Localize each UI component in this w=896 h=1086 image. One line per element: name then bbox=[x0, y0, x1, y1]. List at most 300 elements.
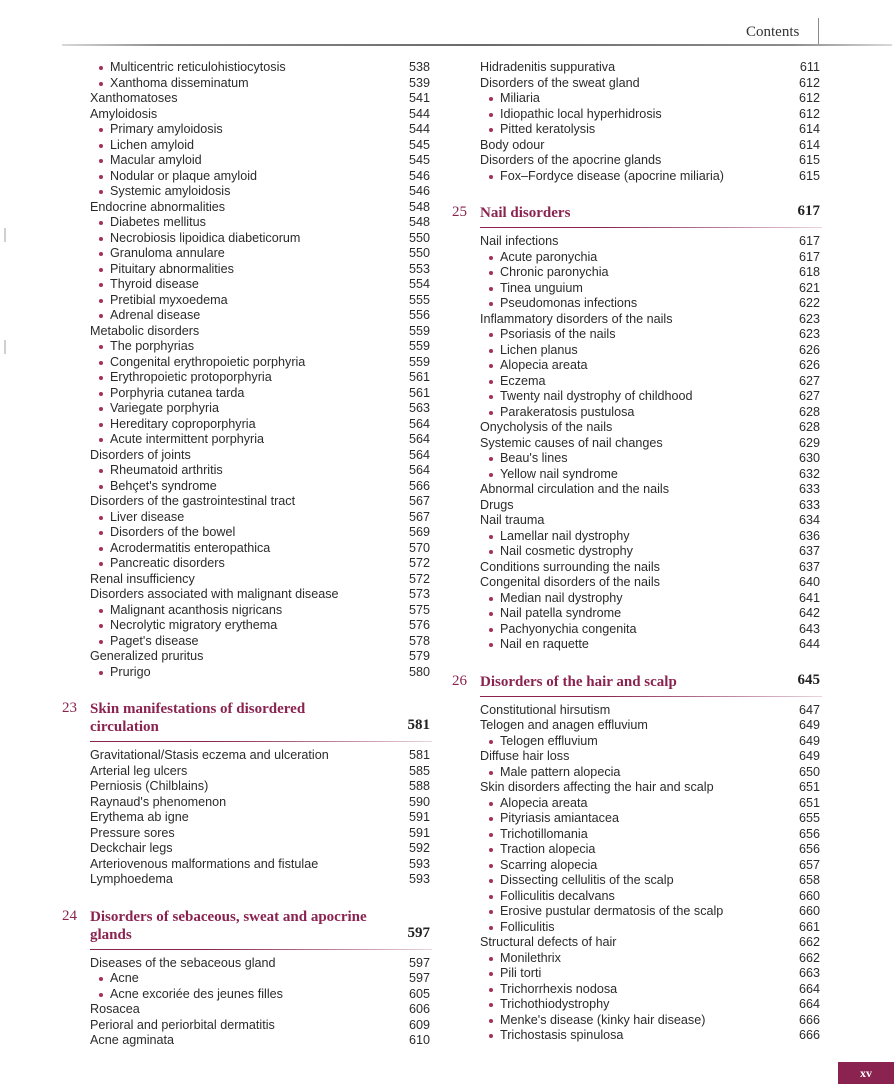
toc-page-number: 617 bbox=[798, 249, 820, 264]
toc-page-number: 606 bbox=[408, 1002, 430, 1016]
toc-subentry[interactable] bbox=[62, 634, 432, 650]
toc-entry[interactable] bbox=[452, 76, 822, 92]
toc-entry-label: Disorders of the apocrine glands bbox=[480, 153, 662, 167]
toc-entry-label: Conditions surrounding the nails bbox=[480, 559, 660, 574]
toc-entry-label: Systemic causes of nail changes bbox=[480, 435, 663, 450]
toc-subentry[interactable] bbox=[62, 76, 432, 92]
toc-subentry[interactable] bbox=[452, 281, 822, 297]
toc-subentry[interactable] bbox=[452, 343, 822, 359]
toc-entry-label: Trichotillomania bbox=[500, 826, 588, 841]
toc-entry-label: Body odour bbox=[480, 137, 545, 152]
toc-entry-label: Pili torti bbox=[500, 966, 542, 980]
toc-entry[interactable] bbox=[452, 153, 822, 169]
toc-page-number: 628 bbox=[798, 404, 820, 419]
toc-page-number: 636 bbox=[798, 528, 820, 543]
chapter-number: 24 bbox=[62, 907, 77, 924]
toc-entry-label: Chronic paronychia bbox=[500, 265, 609, 279]
chapter-title: Nail disorders bbox=[480, 205, 571, 221]
toc-entry[interactable] bbox=[62, 587, 432, 603]
toc-subentry[interactable] bbox=[62, 138, 432, 154]
toc-page-number: 573 bbox=[408, 587, 430, 601]
toc-entry[interactable] bbox=[62, 764, 432, 780]
toc-entry-label: Constitutional hirsutism bbox=[480, 702, 611, 717]
toc-left-column bbox=[62, 60, 432, 1049]
toc-subentry[interactable] bbox=[452, 591, 822, 607]
toc-entry[interactable] bbox=[62, 857, 432, 873]
toc-entry-label: Median nail dystrophy bbox=[500, 590, 623, 605]
toc-subentry[interactable] bbox=[62, 308, 432, 324]
toc-entry-label: Hidradenitis suppurativa bbox=[480, 60, 616, 74]
toc-page-number: 559 bbox=[408, 354, 430, 369]
toc-subentry[interactable] bbox=[62, 339, 432, 355]
toc-subentry[interactable] bbox=[62, 971, 432, 987]
toc-entry[interactable] bbox=[62, 795, 432, 811]
toc-subentry[interactable] bbox=[62, 510, 432, 526]
toc-subentry[interactable] bbox=[62, 479, 432, 495]
toc-entry-label: Perioral and periorbital dermatitis bbox=[90, 1017, 275, 1032]
chapter-heading-24[interactable] bbox=[62, 908, 432, 950]
toc-entry-label: Endocrine abnormalities bbox=[90, 199, 226, 214]
toc-subentry[interactable] bbox=[452, 296, 822, 312]
toc-page-number: 621 bbox=[798, 280, 820, 295]
toc-subentry[interactable] bbox=[452, 122, 822, 138]
toc-entry-label: Macular amyloid bbox=[110, 153, 202, 167]
toc-subentry[interactable] bbox=[62, 122, 432, 138]
toc-entry-label: Dissecting cellulitis of the scalp bbox=[500, 873, 674, 887]
toc-page-number: 591 bbox=[408, 810, 430, 824]
toc-subentry[interactable] bbox=[62, 184, 432, 200]
toc-entry[interactable] bbox=[452, 60, 822, 76]
toc-page-number: 567 bbox=[408, 494, 430, 508]
toc-entry-label: Trichostasis spinulosa bbox=[500, 1028, 624, 1042]
toc-subentry[interactable] bbox=[452, 389, 822, 405]
toc-entry[interactable] bbox=[452, 234, 822, 250]
toc-page-number: 544 bbox=[408, 106, 430, 121]
toc-page-number: 612 bbox=[798, 91, 820, 105]
toc-subentry[interactable] bbox=[62, 386, 432, 402]
toc-entry[interactable] bbox=[452, 703, 822, 719]
chapter-heading-26[interactable] bbox=[452, 673, 822, 697]
toc-entry-label: Xanthomatoses bbox=[90, 91, 178, 105]
toc-entry[interactable] bbox=[62, 200, 432, 216]
toc-page-number: 651 bbox=[798, 780, 820, 794]
toc-entry-label: Fox–Fordyce disease (apocrine miliaria) bbox=[500, 168, 724, 183]
toc-page-number: 593 bbox=[408, 872, 430, 886]
toc-subentry[interactable] bbox=[62, 665, 432, 681]
toc-page-number: 563 bbox=[408, 401, 430, 415]
toc-entry-label: Male pattern alopecia bbox=[500, 764, 621, 779]
toc-entry[interactable] bbox=[62, 956, 432, 972]
toc-subentry[interactable] bbox=[452, 827, 822, 843]
toc-page-number: 539 bbox=[408, 75, 430, 90]
toc-entry-label: Disorders of the gastrointestinal tract bbox=[90, 494, 296, 508]
toc-subentry[interactable] bbox=[62, 987, 432, 1003]
toc-entry[interactable] bbox=[452, 138, 822, 154]
toc-entry-label: Rheumatoid arthritis bbox=[110, 463, 223, 477]
toc-subentry[interactable] bbox=[452, 858, 822, 874]
toc-entry-label: Telogen effluvium bbox=[500, 733, 598, 748]
toc-entry-label: Folliculitis decalvans bbox=[500, 888, 615, 903]
toc-entry-label: Raynaud's phenomenon bbox=[90, 794, 227, 809]
toc-subentry[interactable] bbox=[62, 231, 432, 247]
chapter-rule bbox=[480, 696, 822, 697]
toc-page-number: 623 bbox=[798, 327, 820, 341]
toc-subentry[interactable] bbox=[452, 529, 822, 545]
chapter-page-number: 581 bbox=[407, 717, 430, 733]
toc-subentry[interactable] bbox=[62, 355, 432, 371]
toc-page-number: 546 bbox=[408, 168, 430, 183]
toc-page-number: 633 bbox=[798, 482, 820, 496]
toc-page-number: 661 bbox=[798, 919, 820, 934]
toc-page-number: 628 bbox=[798, 420, 820, 434]
toc-entry-label: Beau's lines bbox=[500, 451, 568, 465]
toc-entry[interactable] bbox=[452, 312, 822, 328]
toc-page-number: 593 bbox=[408, 856, 430, 871]
toc-page-number: 649 bbox=[798, 733, 820, 748]
toc-entry-label: Onycholysis of the nails bbox=[480, 420, 613, 434]
toc-page-number: 666 bbox=[798, 1028, 820, 1042]
toc-page-number: 644 bbox=[798, 637, 820, 651]
chapter-number: 25 bbox=[452, 204, 467, 220]
toc-entry[interactable] bbox=[62, 841, 432, 857]
toc-page-number: 541 bbox=[408, 91, 430, 105]
toc-page-number: 559 bbox=[408, 323, 430, 338]
chapter-heading-25[interactable] bbox=[452, 204, 822, 228]
toc-entry-label: Pitted keratolysis bbox=[500, 122, 596, 136]
toc-page-number: 615 bbox=[798, 168, 820, 183]
toc-subentry[interactable] bbox=[452, 91, 822, 107]
toc-subentry[interactable] bbox=[62, 370, 432, 386]
toc-page-number: 564 bbox=[408, 447, 430, 462]
toc-entry[interactable] bbox=[62, 572, 432, 588]
toc-page-number: 634 bbox=[798, 513, 820, 527]
toc-subentry[interactable] bbox=[62, 417, 432, 433]
toc-entry-label: Deckchair legs bbox=[90, 841, 173, 855]
toc-entry-label: Miliaria bbox=[500, 91, 540, 105]
toc-entry-label: Pachyonychia congenita bbox=[500, 621, 637, 636]
toc-entry[interactable] bbox=[452, 935, 822, 951]
toc-subentry[interactable] bbox=[452, 1028, 822, 1044]
toc-page-number: 559 bbox=[408, 339, 430, 353]
toc-page-number: 656 bbox=[798, 842, 820, 856]
toc-subentry[interactable] bbox=[62, 541, 432, 557]
toc-entry-label: The porphyrias bbox=[110, 339, 194, 353]
toc-page-number: 612 bbox=[798, 75, 820, 90]
toc-page-number: 553 bbox=[408, 261, 430, 276]
toc-subentry[interactable] bbox=[452, 920, 822, 936]
toc-page-number: 566 bbox=[408, 478, 430, 493]
toc-page-number: 614 bbox=[798, 122, 820, 136]
toc-subentry[interactable] bbox=[452, 765, 822, 781]
toc-entry-label: Eczema bbox=[500, 373, 546, 388]
toc-entry-label: Acute paronychia bbox=[500, 249, 598, 264]
chapter-number: 23 bbox=[62, 700, 77, 716]
toc-entry-label: Traction alopecia bbox=[500, 842, 596, 856]
toc-page-number: 618 bbox=[798, 265, 820, 279]
toc-page-number: 590 bbox=[408, 794, 430, 809]
toc-entry-label: Porphyria cutanea tarda bbox=[110, 385, 245, 400]
toc-entry-label: Erythropoietic protoporphyria bbox=[110, 370, 272, 384]
toc-entry-label: Disorders associated with malignant disease bbox=[90, 587, 339, 601]
toc-page-number: 597 bbox=[408, 955, 430, 970]
toc-page-number: 579 bbox=[408, 649, 430, 663]
toc-subentry[interactable] bbox=[62, 432, 432, 448]
toc-entry-label: Alopecia areata bbox=[500, 358, 588, 372]
toc-subentry[interactable] bbox=[62, 277, 432, 293]
toc-subentry[interactable] bbox=[452, 811, 822, 827]
toc-entry-label: Systemic amyloidosis bbox=[110, 184, 231, 198]
toc-page-number: 622 bbox=[798, 296, 820, 310]
toc-subentry[interactable] bbox=[62, 169, 432, 185]
toc-entry[interactable] bbox=[452, 780, 822, 796]
toc-entry-label: Lamellar nail dystrophy bbox=[500, 528, 630, 543]
toc-entry[interactable] bbox=[62, 324, 432, 340]
toc-page-number: 649 bbox=[798, 718, 820, 732]
toc-subentry[interactable] bbox=[62, 293, 432, 309]
toc-subentry[interactable] bbox=[452, 796, 822, 812]
toc-entry[interactable] bbox=[62, 649, 432, 665]
toc-entry-label: Nodular or plaque amyloid bbox=[110, 168, 258, 183]
toc-subentry[interactable] bbox=[62, 60, 432, 76]
chapter-title: Skin manifestations of disordered circulation bbox=[90, 701, 306, 735]
toc-subentry[interactable] bbox=[452, 997, 822, 1013]
toc-page-number: 581 bbox=[408, 748, 430, 762]
toc-entry[interactable] bbox=[62, 779, 432, 795]
toc-page-number: 663 bbox=[798, 966, 820, 980]
running-head: Contents bbox=[746, 24, 800, 40]
toc-entry-label: Monilethrix bbox=[500, 950, 561, 965]
toc-entry[interactable] bbox=[62, 107, 432, 123]
toc-entry[interactable] bbox=[452, 436, 822, 452]
toc-page-number: 662 bbox=[798, 935, 820, 949]
toc-subentry[interactable] bbox=[452, 966, 822, 982]
toc-entry-label: Multicentric reticulohistiocytosis bbox=[110, 60, 286, 74]
toc-entry-label: Parakeratosis pustulosa bbox=[500, 404, 635, 419]
toc-entry[interactable] bbox=[62, 494, 432, 510]
toc-page-number: 569 bbox=[408, 525, 430, 539]
toc-page-number: 627 bbox=[798, 373, 820, 388]
toc-entry-label: Folliculitis bbox=[500, 919, 555, 934]
toc-subentry[interactable] bbox=[452, 889, 822, 905]
toc-entry-label: Lichen amyloid bbox=[110, 137, 195, 152]
toc-entry[interactable] bbox=[62, 1002, 432, 1018]
toc-subentry[interactable] bbox=[452, 606, 822, 622]
toc-subentry[interactable] bbox=[452, 637, 822, 653]
toc-entry-label: Nail infections bbox=[480, 234, 559, 248]
toc-page-number: 643 bbox=[798, 621, 820, 636]
toc-page-number: 585 bbox=[408, 763, 430, 778]
toc-entry-label: Pituitary abnormalities bbox=[110, 261, 234, 276]
toc-page-number: 545 bbox=[408, 153, 430, 167]
toc-entry-label: Metabolic disorders bbox=[90, 323, 200, 338]
toc-entry[interactable] bbox=[62, 91, 432, 107]
toc-entry[interactable] bbox=[452, 749, 822, 765]
toc-subentry[interactable] bbox=[452, 622, 822, 638]
toc-page-number: 662 bbox=[798, 950, 820, 965]
toc-subentry[interactable] bbox=[452, 250, 822, 266]
toc-page-number: 627 bbox=[798, 389, 820, 403]
toc-entry-label: Erythema ab igne bbox=[90, 810, 189, 824]
toc-entry-label: Pretibial myxoedema bbox=[110, 292, 228, 307]
toc-entry-label: Nail trauma bbox=[480, 513, 545, 527]
toc-entry-label: Granuloma annulare bbox=[110, 246, 225, 260]
toc-entry-label: Arterial leg ulcers bbox=[90, 763, 188, 778]
toc-subentry[interactable] bbox=[62, 215, 432, 231]
toc-entry-label: Acne bbox=[110, 971, 139, 985]
toc-entry[interactable] bbox=[452, 560, 822, 576]
toc-page-number: 641 bbox=[798, 590, 820, 605]
toc-entry-label: Skin disorders affecting the hair and scalp bbox=[480, 780, 714, 794]
toc-page-number: 564 bbox=[408, 432, 430, 446]
toc-entry-label: Acne excoriée des jeunes filles bbox=[110, 986, 283, 1001]
toc-subentry[interactable] bbox=[62, 401, 432, 417]
toc-entry-label: Hereditary coproporphyria bbox=[110, 416, 256, 431]
toc-entry-label: Structural defects of hair bbox=[480, 935, 617, 949]
toc-entry[interactable] bbox=[452, 482, 822, 498]
toc-subentry[interactable] bbox=[62, 556, 432, 572]
toc-subentry[interactable] bbox=[452, 358, 822, 374]
chapter-heading-23[interactable] bbox=[62, 700, 432, 742]
toc-subentry[interactable] bbox=[62, 618, 432, 634]
toc-entry-label: Arteriovenous malformations and fistulae bbox=[90, 856, 319, 871]
toc-page-number: 561 bbox=[408, 385, 430, 400]
toc-page-number: 545 bbox=[408, 137, 430, 152]
chapter-rule bbox=[480, 227, 822, 228]
scan-margin-mark bbox=[4, 228, 6, 242]
toc-entry-label: Behçet's syndrome bbox=[110, 478, 217, 493]
chapter-page-number: 645 bbox=[797, 671, 820, 688]
toc-subentry[interactable] bbox=[452, 904, 822, 920]
toc-entry-label: Thyroid disease bbox=[110, 277, 199, 291]
toc-subentry[interactable] bbox=[452, 873, 822, 889]
toc-subentry[interactable] bbox=[452, 544, 822, 560]
toc-subentry[interactable] bbox=[62, 262, 432, 278]
toc-page-number: 637 bbox=[798, 544, 820, 558]
toc-entry[interactable] bbox=[62, 748, 432, 764]
toc-page-number: 655 bbox=[798, 811, 820, 825]
toc-page-number: 550 bbox=[408, 230, 430, 245]
toc-subentry[interactable] bbox=[452, 982, 822, 998]
toc-entry[interactable] bbox=[62, 826, 432, 842]
toc-entry-label: Yellow nail syndrome bbox=[500, 466, 618, 481]
toc-page-number: 597 bbox=[408, 971, 430, 985]
toc-subentry[interactable] bbox=[452, 734, 822, 750]
toc-page-number: 544 bbox=[408, 122, 430, 136]
toc-page-number: 588 bbox=[408, 779, 430, 793]
toc-subentry[interactable] bbox=[452, 451, 822, 467]
toc-entry[interactable] bbox=[452, 420, 822, 436]
toc-page-number: 570 bbox=[408, 540, 430, 555]
toc-subentry[interactable] bbox=[452, 265, 822, 281]
toc-entry-label: Renal insufficiency bbox=[90, 571, 195, 586]
toc-entry-label: Disorders of joints bbox=[90, 447, 191, 462]
toc-entry-label: Telogen and anagen effluvium bbox=[480, 718, 648, 732]
toc-entry-label: Nail cosmetic dystrophy bbox=[500, 544, 633, 558]
toc-page-number: 626 bbox=[798, 358, 820, 372]
toc-page-number: 656 bbox=[798, 826, 820, 841]
toc-entry[interactable] bbox=[62, 1018, 432, 1034]
toc-subentry[interactable] bbox=[452, 327, 822, 343]
toc-entry[interactable] bbox=[62, 1033, 432, 1049]
toc-subentry[interactable] bbox=[62, 153, 432, 169]
toc-page-number: 614 bbox=[798, 137, 820, 152]
chapter-title: Disorders of the hair and scalp bbox=[480, 673, 677, 690]
toc-subentry[interactable] bbox=[62, 525, 432, 541]
toc-subentry[interactable] bbox=[62, 246, 432, 262]
toc-entry-label: Tinea unguium bbox=[500, 280, 583, 295]
toc-entry-label: Lichen planus bbox=[500, 342, 578, 357]
toc-entry-label: Abnormal circulation and the nails bbox=[480, 482, 670, 496]
toc-page-number: 572 bbox=[408, 556, 430, 570]
toc-subentry[interactable] bbox=[62, 463, 432, 479]
toc-page-number: 615 bbox=[798, 153, 820, 167]
toc-entry-label: Pityriasis amiantacea bbox=[500, 811, 619, 825]
toc-entry-label: Menke's disease (kinky hair disease) bbox=[500, 1012, 706, 1027]
chapter-rule bbox=[90, 949, 432, 950]
toc-entry-label: Pressure sores bbox=[90, 825, 175, 840]
toc-entry-label: Nail en raquette bbox=[500, 637, 589, 651]
toc-entry[interactable] bbox=[452, 498, 822, 514]
toc-page-number: 555 bbox=[408, 292, 430, 307]
toc-entry-label: Trichothiodystrophy bbox=[500, 997, 610, 1011]
toc-subentry[interactable] bbox=[62, 603, 432, 619]
toc-page-number: 647 bbox=[798, 702, 820, 717]
toc-page-number: 546 bbox=[408, 184, 430, 198]
toc-subentry[interactable] bbox=[452, 169, 822, 185]
toc-entry-label: Perniosis (Chilblains) bbox=[90, 779, 209, 793]
toc-subentry[interactable] bbox=[452, 1013, 822, 1029]
toc-page-number: 630 bbox=[798, 451, 820, 465]
toc-entry-label: Diabetes mellitus bbox=[110, 215, 206, 229]
toc-page-number: 575 bbox=[408, 602, 430, 617]
toc-entry[interactable] bbox=[452, 575, 822, 591]
toc-entry-label: Acute intermittent porphyria bbox=[110, 432, 264, 446]
toc-page-number: 572 bbox=[408, 571, 430, 586]
chapter-number: 26 bbox=[452, 672, 467, 689]
toc-entry[interactable] bbox=[62, 872, 432, 888]
toc-subentry[interactable] bbox=[452, 405, 822, 421]
toc-subentry[interactable] bbox=[452, 842, 822, 858]
toc-subentry[interactable] bbox=[452, 951, 822, 967]
toc-page-number: 538 bbox=[408, 60, 430, 74]
toc-entry[interactable] bbox=[62, 810, 432, 826]
toc-page-number: 550 bbox=[408, 246, 430, 260]
toc-entry-label: Idiopathic local hyperhidrosis bbox=[500, 106, 662, 121]
toc-page-number: 580 bbox=[408, 664, 430, 679]
toc-entry[interactable] bbox=[452, 718, 822, 734]
toc-subentry[interactable] bbox=[452, 467, 822, 483]
toc-entry-label: Twenty nail dystrophy of childhood bbox=[500, 389, 693, 403]
toc-entry-label: Pancreatic disorders bbox=[110, 556, 225, 570]
toc-entry-label: Generalized pruritus bbox=[90, 649, 204, 663]
toc-page-number: 664 bbox=[798, 981, 820, 996]
toc-page-number: 578 bbox=[408, 633, 430, 648]
toc-entry[interactable] bbox=[62, 448, 432, 464]
toc-entry-label: Nail patella syndrome bbox=[500, 606, 622, 620]
toc-page-number: 640 bbox=[798, 575, 820, 589]
toc-page-number: 576 bbox=[408, 618, 430, 632]
toc-entry-label: Necrobiosis lipoidica diabeticorum bbox=[110, 230, 301, 245]
toc-entry-label: Rosacea bbox=[90, 1002, 140, 1016]
toc-page-number: 658 bbox=[798, 873, 820, 887]
toc-entry[interactable] bbox=[452, 513, 822, 529]
toc-entry-label: Liver disease bbox=[110, 509, 185, 524]
toc-subentry[interactable] bbox=[452, 107, 822, 123]
toc-entry-label: Primary amyloidosis bbox=[110, 122, 223, 136]
toc-subentry[interactable] bbox=[452, 374, 822, 390]
toc-page-number: 617 bbox=[798, 234, 820, 248]
toc-page-number: 561 bbox=[408, 370, 430, 384]
